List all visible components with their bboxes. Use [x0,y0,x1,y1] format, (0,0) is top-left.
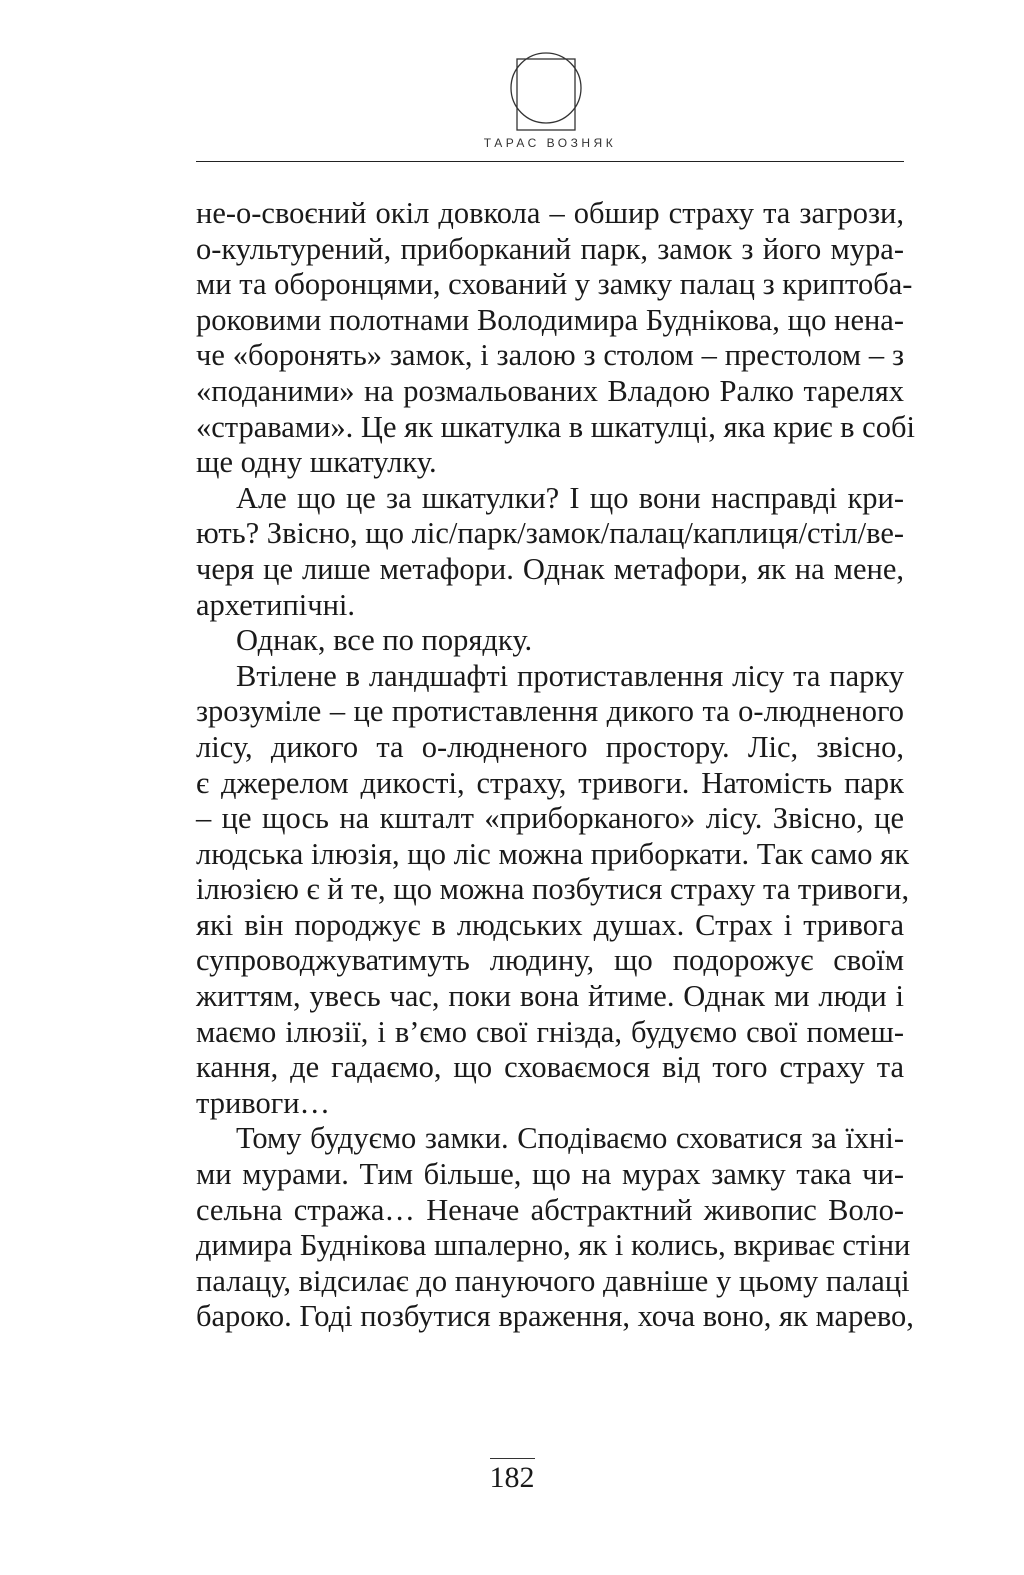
text-line: людська ілюзія, що ліс можна приборкати. Так само як [196,836,910,871]
page-number [0,1458,1024,1495]
text-line: «поданими» на розмальованих Владою Ралко тарелях [196,373,904,408]
text-line: – це щось на кшталт «приборканого» лісу. Звісно, це [196,801,904,836]
text-line: палацу, відсилає до пануючого давніше у цьому палаці [196,1263,910,1298]
text-line: ми та оборонцями, схований у замку палац з криптоба- [196,267,913,302]
text-line: ють? Звісно, що ліс/парк/замок/палац/каплиця/стіл/ве- [196,516,905,551]
text-line: ще одну шкатулку. [196,445,437,480]
author-name: ТАРАС ВОЗНЯК [483,136,617,150]
body-text [196,196,915,1335]
text-line: не-о-своєний окіл довкола – обшир страху та загрози, [196,196,904,230]
text-line: маємо ілюзії, і в’ємо свої гнізда, будуємо свої помеш- [196,1014,904,1049]
text-line: життям, увесь час, поки вона йтиме. Однак ми люди і [196,979,904,1014]
text-line: лісу, дикого та о-людненого простору. Ліс, звісно, [196,729,904,764]
text-line: димира Буднікова шпалерно, як і колись, вкриває стіни [196,1228,911,1263]
text-line: які він породжує в людських душах. Страх і тривога [196,907,904,942]
text-line: Втілене в ландшафті протиставлення лісу та парку [236,658,904,693]
text-line: Але що це за шкатулки? І що вони насправді кри- [236,480,904,515]
text-line: о-культурений, приборканий парк, замок з його мура- [196,231,904,266]
text-line: черя це лише метафори. Однак метафори, як на мене, [196,551,904,586]
text-line: є джерелом дикості, страху, тривоги. Натомість парк [196,765,904,800]
text-line: зрозуміле – це протиставлення дикого та о-людненого [196,694,904,729]
circle-square-logo-icon [508,46,584,132]
text-line: тривоги… [196,1085,331,1120]
text-line: Однак, все по порядку. [236,623,533,658]
running-header [196,131,904,162]
text-line: кання, де гадаємо, що сховаємося від того страху та [196,1050,904,1085]
text-line: Тому будуємо замки. Сподіваємо сховатися за їхні- [236,1121,904,1156]
text-line: «стравами». Це як шкатулка в шкатулці, яка криє в собі [196,409,915,444]
text-line: роковими полотнами Володимира Буднікова, що нена- [196,302,904,337]
page-number-value: 182 [490,1458,535,1495]
text-line: ілюзією є й те, що можна позбутися страху та тривоги, [196,872,910,907]
text-line: сельна стража… Неначе абстрактний живопис Воло- [196,1192,904,1227]
text-line: архетипічні. [196,587,356,622]
text-line: бароко. Годі позбутися враження, хоча воно, як марево, [196,1299,914,1334]
text-line: че «боронять» замок, і залою з столом – престолом – з [196,338,904,373]
text-line: ми мурами. Тим більше, що на мурах замку така чи- [196,1157,904,1192]
text-line: супроводжуватимуть людину, що подорожує своїм [196,943,904,978]
